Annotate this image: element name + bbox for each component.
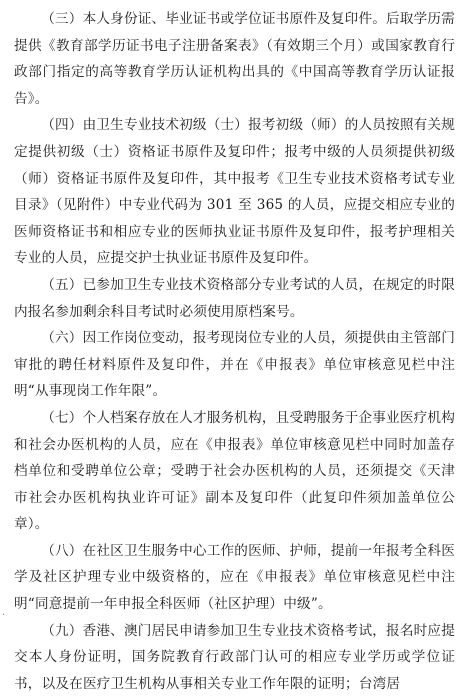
paragraph-4: （四）由卫生专业技术初级（士）报考初级（师）的人员按照有关规定提供初级（士）资格证书原件及复印件；报考中级的人员须提供初级（师）资格证书原件及复印件，其中报考《卫生专业技术资格考试专业目录》（见附件）中专业代码为 301 至 365 的人员，应提交相应专业的医师资格证书和相应专业的医师执业证书原件及复印件，报考护理相关专业的人员，应提交护士执业证书原件及复印件。 (14, 117, 455, 267)
paragraph-9: （九）香港、澳门居民申请参加卫生专业技术资格考试，报名时应提交本人身份证明，国务院教育行政部门认可的相应专业学历或学位证书，以及在医疗卫生机构从事相关专业工作年限的证明；台湾居 (14, 622, 455, 692)
margin-mark: · (2, 610, 6, 621)
paragraph-7: （七）个人档案存放在人才服务机构，且受聘服务于企事业医疗机构和社会办医机构的人员，应在《申报表》单位审核意见栏中同时加盖存档单位和受聘单位公章；受聘于社会办医机构的人员，还须提交《天津市社会办医机构执业许可证》副本及复印件（此复印件须加盖单位公章）。 (14, 409, 455, 533)
paragraph-6: （六）因工作岗位变动，报考现岗位专业的人员，须提供由主管部门审批的聘任材料原件及复印件，并在《申报表》单位审核意见栏中注明“从事现岗工作年限”。 (14, 330, 455, 400)
paragraph-8: （八）在社区卫生服务中心工作的医师、护师，提前一年报考全科医学及社区护理专业中级资格的，应在《申报表》单位审核意见栏中注明“同意提前一年申报全科医师（社区护理）中级”。 (14, 542, 455, 613)
paragraph-3: （三）本人身份证、毕业证书或学位证书原件及复印件。后取学历需提供《教育部学历证书电子注册备案表》（有效期三个月）或国家教育行政部门指定的高等教育学历认证机构出具的《中国高等教育学历认证报告》。 (14, 11, 455, 107)
paragraph-5: （五）已参加卫生专业技术资格部分专业考试的人员，在规定的时限内报名参加剩余科目考试时必须使用原档案号。 (14, 276, 455, 320)
